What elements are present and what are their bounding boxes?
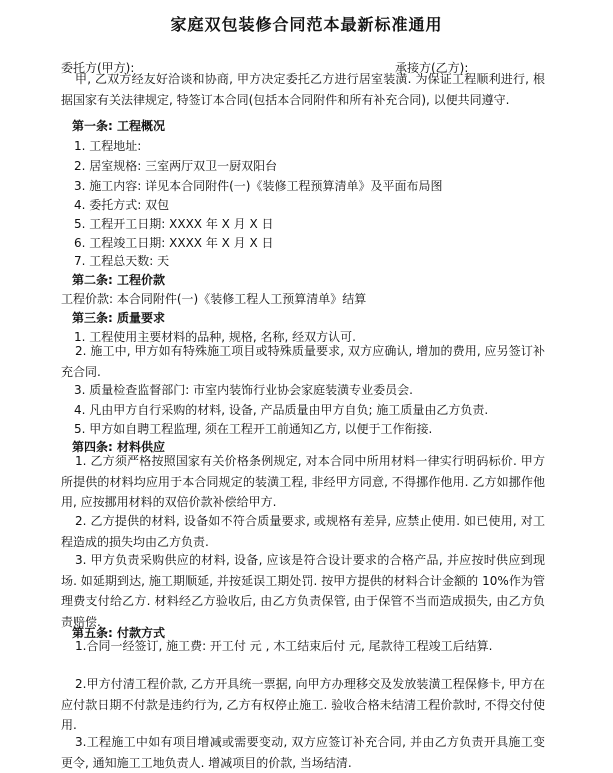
s3-item-5: 5. 甲方如自聘工程监理, 须在工程开工前通知乙方, 以便于工作衔接. bbox=[74, 422, 433, 436]
s1-item-start-date: 5. 工程开工日期: XXXX 年 X 月 X 日 bbox=[74, 217, 274, 231]
s4-paragraph-3: 3. 甲方负责采购供应的材料, 设备, 应该是符合设计要求的合格产品, 并应按时供应到现场. 如延期到达, 施工期顺延, 并按延误工期处罚. 按甲方提供的材料合计金额的 10%作为管理费支付给乙方. 材料经乙方验收后, 由乙方负责保管, 由于保管不当而造成损失, 由乙方负责赔偿. bbox=[61, 553, 545, 629]
s1-item-method: 4. 委托方式: 双包 bbox=[74, 198, 170, 212]
s2-price-text: 工程价款: 本合同附件(一)《装修工程人工预算清单》结算 bbox=[61, 292, 367, 306]
s1-item-scope: 3. 施工内容: 详见本合同附件(一)《装修工程预算清单》及平面布局图 bbox=[74, 179, 443, 193]
section-2-heading: 第二条: 工程价款 bbox=[72, 273, 165, 287]
section-1-heading: 第一条: 工程概况 bbox=[72, 119, 165, 133]
s3-item-4: 4. 凡由甲方自行采购的材料, 设备, 产品质量由甲方自负; 施工质量由乙方负责. bbox=[74, 403, 489, 417]
s3-item-1: 1. 工程使用主要材料的品种, 规格, 名称, 经双方认可. bbox=[74, 330, 356, 344]
intro-paragraph: 甲, 乙双方经友好洽谈和协商, 甲方决定委托乙方进行居室装潢. 为保证工程顺利进行, 根据国家有关法律规定, 特签订本合同(包括本合同附件和所有补充合同), 以便共同遵守. bbox=[61, 72, 545, 107]
contractor-party-label: 承接方(乙方): bbox=[395, 61, 469, 75]
s5-paragraph-3: 3.工程施工中如有项目增减或需要变动, 双方应签订补充合同, 并由乙方负责开具施工变更令, 通知施工工地负责人. 增减项目的价款, 当场结清. bbox=[61, 735, 545, 770]
s4-paragraph-2: 2. 乙方提供的材料, 设备如不符合质量要求, 或规格有差异, 应禁止使用. 如已使用, 对工程造成的损失均由乙方负责. bbox=[61, 514, 545, 549]
s1-item-end-date: 6. 工程竣工日期: XXXX 年 X 月 X 日 bbox=[74, 236, 274, 250]
s3-item-2: 2. 施工中, 甲方如有特殊施工项目或特殊质量要求, 双方应确认, 增加的费用, 应另签订补充合同. bbox=[61, 344, 545, 379]
s1-item-layout: 2. 居室规格: 三室两厅双卫一厨双阳台 bbox=[74, 159, 278, 173]
section-5-heading: 第五条: 付款方式 bbox=[72, 626, 165, 640]
s5-paragraph-2: 2.甲方付清工程价款, 乙方开具统一票据, 向甲方办理移交及发放装潢工程保修卡, 甲方在应付款日期不付款是违约行为, 乙方有权停止施工. 验收合格未结清工程价款时, 不得交付使用. bbox=[61, 677, 545, 732]
client-party-label: 委托方(甲方): bbox=[61, 61, 135, 75]
s3-item-3: 3. 质量检查监督部门: 市室内装饰行业协会家庭装潢专业委员会. bbox=[74, 383, 413, 397]
s5-paragraph-1: 1.合同一经签订, 施工费: 开工付 元 , 木工结束后付 元, 尾款待工程竣工后结算. bbox=[75, 639, 493, 653]
document-title: 家庭双包装修合同范本最新标准通用 bbox=[170, 15, 443, 34]
s4-paragraph-1: 1. 乙方须严格按照国家有关价格条例规定, 对本合同中所用材料一律实行明码标价. 甲方所提供的材料均应用于本合同规定的装潢工程, 非经甲方同意, 不得挪作他用. 乙方如挪作他用, 应按挪用材料的双倍价款补偿给甲方. bbox=[61, 454, 545, 509]
section-4-heading: 第四条: 材料供应 bbox=[72, 440, 165, 454]
s1-item-total-days: 7. 工程总天数: 天 bbox=[74, 254, 170, 268]
section-3-heading: 第三条: 质量要求 bbox=[72, 311, 165, 325]
s1-item-address: 1. 工程地址: bbox=[74, 139, 142, 153]
